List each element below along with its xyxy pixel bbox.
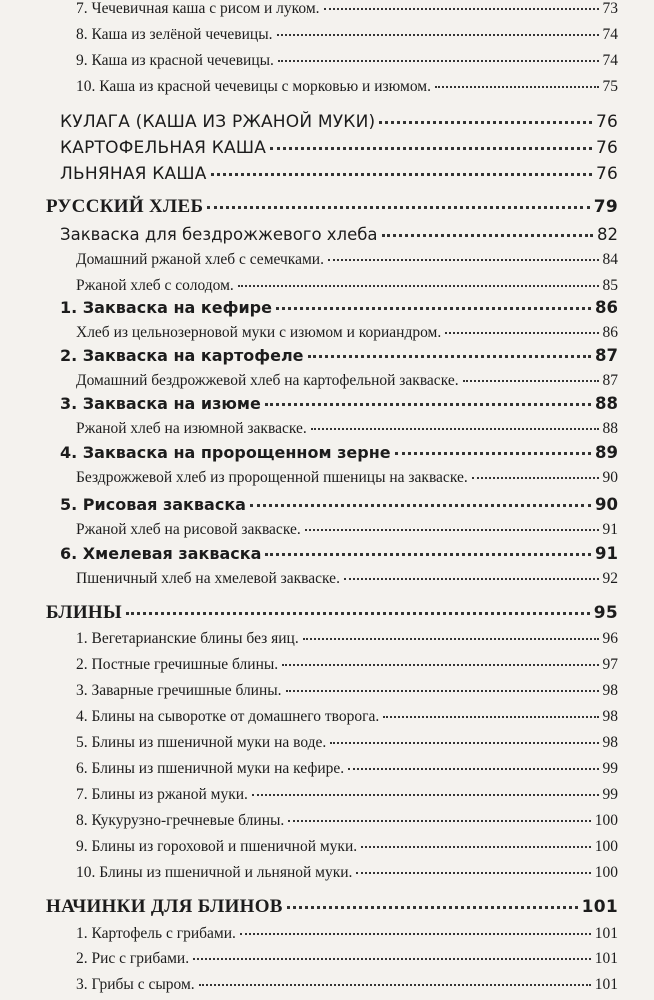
toc-entry-title: 1. Закваска на кефире [60, 298, 272, 317]
toc-entry-page: 91 [602, 521, 618, 538]
dot-leader [303, 638, 599, 640]
toc-entry [76, 838, 618, 856]
toc-entry-page: 74 [602, 26, 618, 43]
toc-entry [76, 26, 618, 44]
toc-entry-title: 10. Блины из пшеничной и льняной муки. [76, 864, 353, 881]
toc-entry-title: 3. Грибы с сыром. [76, 976, 195, 993]
dot-leader [328, 259, 599, 261]
toc-entry-page: 101 [581, 897, 618, 917]
toc-entry [76, 786, 618, 804]
toc-entry-page: 87 [595, 346, 618, 365]
dot-leader [265, 403, 591, 406]
toc-entry-title: БЛИНЫ [46, 602, 122, 623]
toc-heading [60, 394, 618, 413]
toc-entry [76, 708, 618, 726]
dot-leader [265, 553, 591, 556]
toc-entry-page: 76 [595, 164, 618, 184]
toc-entry [76, 78, 618, 96]
dot-leader [308, 355, 592, 358]
toc-entry [76, 372, 618, 390]
toc-entry [76, 656, 618, 674]
dot-leader [199, 984, 591, 986]
toc-entry-title: 8. Каша из зелёной чечевицы. [76, 26, 273, 43]
toc-entry-title: 7. Чечевичная каша с рисом и луком. [76, 0, 320, 17]
toc-entry-title: Закваска для бездрожжевого хлеба [60, 225, 378, 244]
toc-entry [76, 521, 618, 539]
toc-heading [60, 112, 618, 132]
toc-entry-page: 99 [602, 760, 618, 777]
dot-leader [435, 86, 599, 88]
toc-entry-title: 1. Картофель с грибами. [76, 925, 236, 942]
dot-leader [282, 664, 598, 666]
toc-entry-title: Домашний бездрожжевой хлеб на картофельной закваске. [76, 372, 459, 389]
dot-leader [348, 768, 598, 770]
dot-leader [240, 933, 591, 935]
toc-entry [76, 420, 618, 438]
toc-entry-page: 91 [595, 544, 618, 563]
toc-entry-page: 84 [602, 251, 618, 268]
toc-entry-title: КАРТОФЕЛЬНАЯ КАША [60, 138, 267, 158]
dot-leader [379, 121, 592, 124]
toc-entry-title: 3. Заварные гречишные блины. [76, 682, 282, 699]
toc-entry-page: 99 [602, 786, 618, 803]
toc-entry-title: 9. Блины из гороховой и пшеничной муки. [76, 838, 358, 855]
toc-entry-page: 89 [595, 443, 618, 462]
toc-entry [76, 760, 618, 778]
toc-entry-page: 92 [602, 570, 618, 587]
toc-entry-title: Домашний ржаной хлеб с семечками. [76, 251, 324, 268]
toc-entry-page: 75 [602, 78, 618, 95]
toc-entry-title: 4. Закваска на пророщенном зерне [60, 443, 391, 462]
dot-leader [463, 380, 599, 382]
toc-heading [60, 495, 618, 514]
toc-entry-page: 98 [602, 734, 618, 751]
toc-entry [76, 52, 618, 70]
toc-entry-title: Пшеничный хлеб на хмелевой закваске. [76, 570, 340, 587]
dot-leader [207, 206, 589, 209]
toc-entry-page: 97 [602, 656, 618, 673]
toc-entry-page: 76 [595, 138, 618, 158]
toc-entry-page: 82 [597, 225, 618, 244]
toc-entry-title: Бездрожжевой хлеб из пророщенной пшеницы на закваске. [76, 469, 468, 486]
toc-entry-page: 98 [602, 708, 618, 725]
dot-leader [276, 307, 591, 310]
dot-leader [330, 742, 598, 744]
dot-leader [287, 906, 578, 909]
toc-entry-title: РУССКИЙ ХЛЕБ [46, 196, 204, 217]
toc-entry-title: НАЧИНКИ ДЛЯ БЛИНОВ [46, 896, 283, 917]
dot-leader [288, 820, 590, 822]
toc-heading [60, 346, 618, 365]
toc-entry [76, 570, 618, 588]
dot-leader [445, 332, 598, 334]
toc-entry [76, 950, 618, 968]
toc-entry [76, 324, 618, 342]
toc-entry [76, 469, 618, 487]
dot-leader [305, 529, 599, 531]
toc-heading [60, 443, 618, 462]
toc-entry [76, 812, 618, 830]
dot-leader [193, 958, 591, 960]
toc-entry-title: Хлеб из цельнозерновой муки с изюмом и кориандром. [76, 324, 442, 341]
toc-entry-page: 85 [602, 277, 618, 294]
toc-entry-title: 9. Каша из красной чечевицы. [76, 52, 274, 69]
toc-heading [60, 138, 618, 158]
toc-heading [60, 164, 618, 184]
toc-entry-title: КУЛАГА (КАША ИЗ РЖАНОЙ МУКИ) [60, 112, 376, 132]
toc-entry-page: 90 [595, 495, 618, 514]
toc-entry-page: 79 [593, 197, 618, 217]
dot-leader [286, 690, 599, 692]
toc-heading [46, 602, 618, 624]
toc-heading [46, 196, 618, 218]
dot-leader [250, 504, 591, 507]
toc-entry-page: 100 [594, 812, 618, 829]
toc-entry-page: 90 [602, 469, 618, 486]
toc-entry-page: 101 [594, 976, 618, 993]
toc-entry-page: 88 [602, 420, 618, 437]
toc-entry-title: 2. Постные гречишные блины. [76, 656, 279, 673]
dot-leader [278, 60, 599, 62]
toc-entry [76, 277, 618, 295]
toc-entry-title: 10. Каша из красной чечевицы с морковью и изюмом. [76, 78, 431, 95]
dot-leader [395, 452, 591, 455]
dot-leader [238, 285, 599, 287]
toc-entry [76, 630, 618, 648]
toc-entry-title: ЛЬНЯНАЯ КАША [60, 164, 207, 184]
toc-entry-page: 100 [594, 838, 618, 855]
toc-entry [76, 734, 618, 752]
toc-entry-page: 100 [594, 864, 618, 881]
toc-entry-page: 88 [595, 394, 618, 413]
toc-entry-page: 96 [602, 630, 618, 647]
toc-entry [76, 976, 618, 994]
toc-entry-title: 1. Вегетарианские блины без яиц. [76, 630, 299, 647]
toc-entry-title: Ржаной хлеб на изюмной закваске. [76, 420, 307, 437]
toc-entry-page: 101 [594, 950, 618, 967]
toc-entry [76, 251, 618, 269]
dot-leader [382, 234, 593, 237]
dot-leader [211, 173, 592, 176]
dot-leader [311, 428, 599, 430]
toc-heading [46, 896, 618, 918]
toc-entry-page: 86 [595, 298, 618, 317]
dot-leader [344, 578, 599, 580]
dot-leader [252, 794, 599, 796]
toc-entry [76, 0, 618, 18]
toc-entry-page: 76 [595, 112, 618, 132]
toc-entry [76, 682, 618, 700]
toc-entry-title: 5. Блины из пшеничной муки на воде. [76, 734, 327, 751]
toc-entry-page: 101 [594, 925, 618, 942]
dot-leader [472, 477, 599, 479]
toc-entry-page: 95 [593, 603, 618, 623]
toc-entry-page: 86 [602, 324, 618, 341]
toc-entry-page: 74 [602, 52, 618, 69]
toc-entry [76, 925, 618, 943]
toc-entry-title: Ржаной хлеб на рисовой закваске. [76, 521, 301, 538]
dot-leader [383, 716, 598, 718]
toc-heading [60, 544, 618, 563]
toc-entry-page: 98 [602, 682, 618, 699]
toc-entry-title: 7. Блины из ржаной муки. [76, 786, 248, 803]
dot-leader [324, 8, 599, 10]
toc-heading [60, 225, 618, 244]
toc-entry [76, 864, 618, 882]
toc-entry-page: 73 [602, 0, 618, 17]
dot-leader [361, 846, 591, 848]
toc-heading [60, 298, 618, 317]
dot-leader [277, 34, 599, 36]
toc-entry-title: 6. Хмелевая закваска [60, 544, 262, 563]
dot-leader [270, 147, 592, 150]
toc-entry-page: 87 [602, 372, 618, 389]
toc-entry-title: 2. Закваска на картофеле [60, 346, 304, 365]
dot-leader [126, 612, 590, 615]
toc-entry-title: 4. Блины на сыворотке от домашнего творога. [76, 708, 380, 725]
toc-entry-title: Ржаной хлеб с солодом. [76, 277, 234, 294]
toc-entry-title: 3. Закваска на изюме [60, 394, 261, 413]
toc-entry-title: 2. Рис с грибами. [76, 950, 190, 967]
dot-leader [356, 872, 590, 874]
toc-entry-title: 5. Рисовая закваска [60, 495, 246, 514]
toc-entry-title: 8. Кукурузно-гречневые блины. [76, 812, 285, 829]
toc-entry-title: 6. Блины из пшеничной муки на кефире. [76, 760, 345, 777]
